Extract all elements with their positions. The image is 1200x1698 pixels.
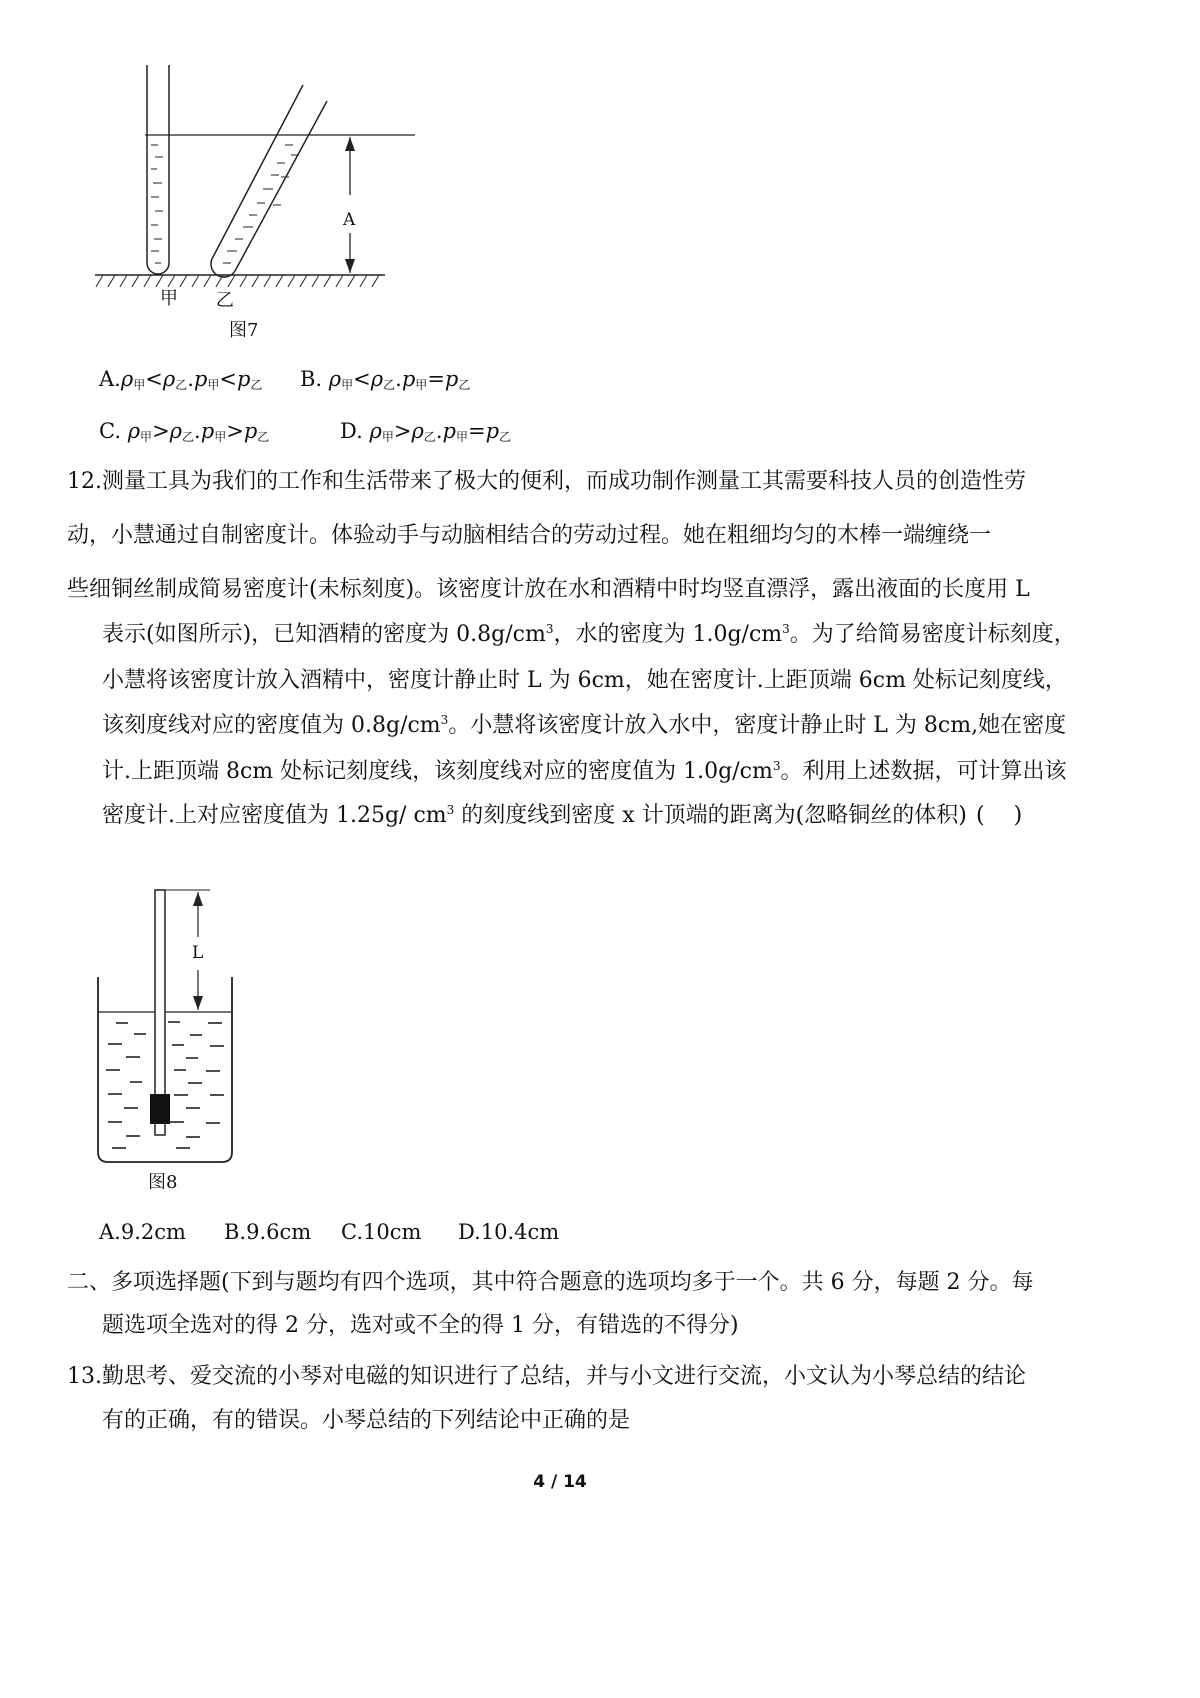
q11-option-c: C. $\rho_甲>\rho_乙.p_甲>p_乙$ bbox=[99, 419, 270, 444]
q12-option-d: D.10.4cm bbox=[458, 1220, 560, 1244]
figure-8-caption: 图8 bbox=[148, 1172, 178, 1193]
q12-answer-bracket: ( ) bbox=[976, 803, 1023, 828]
q12-option-b: B.9.6cm bbox=[224, 1220, 312, 1244]
q12-line-8: 密度计.上对应密度值为 1.25g/ $cm^3$ 的刻度线到密度 x 计顶端的距离为(忽略铜丝的体积) bbox=[102, 803, 967, 828]
q11-option-d: D. $\rho_甲>\rho_乙.p_甲=p_乙$ bbox=[340, 419, 512, 444]
q12-option-a: A.9.2cm bbox=[99, 1220, 186, 1244]
q12-line-6: 该刻度线对应的密度值为 $0.8g/cm^3$。小慧将该密度计放入水中，密度计静止时 L 为 8cm,她在密度 bbox=[102, 713, 1067, 738]
q12-line-2: 动，小慧通过自制密度计。体验动手与动脑相结合的劳动过程。她在粗细均匀的木棒一端缠绕一 bbox=[67, 523, 992, 548]
page-number: 4 / 14 bbox=[533, 1472, 587, 1492]
q12-line-4: 表示(如图所示)，已知酒精的密度为 $0.8g/cm^3$，水的密度为 $1.0g/cm^3$。为了给简易密度计标刻度， bbox=[102, 622, 1076, 647]
q12-line-5: 小慧将该密度计放入酒精中，密度计静止时 L 为 6cm，她在密度计.上距顶端 6cm 处标记刻度线， bbox=[102, 668, 1067, 693]
figure-7-caption: 图7 bbox=[229, 320, 259, 341]
option-letter: D. bbox=[340, 419, 363, 443]
figure-8-label-l: L bbox=[192, 943, 204, 963]
q12-line-1: 12.测量工具为我们的工作和生活带来了极大的便利，而成功制作测量工其需要科技人员的创造性劳 bbox=[67, 469, 1026, 494]
option-letter: A. bbox=[99, 367, 121, 391]
figure-7-label-jia: 甲 bbox=[160, 288, 178, 309]
q12-line-3: 些细铜丝制成简易密度计(未标刻度)。该密度计放在水和酒精中时均竖直漂浮，露出液面的长度用 L bbox=[67, 577, 1030, 602]
q13-line-1: 13.勤思考、爱交流的小琴对电磁的知识进行了总结，并与小文进行交流，小文认为小琴总结的结论 bbox=[67, 1364, 1026, 1389]
q11-option-a: $A.\rho_甲<\rho_乙.p_甲<p_乙$ bbox=[99, 367, 263, 392]
q13-line-2: 有的正确，有的错误。小琴总结的下列结论中正确的是 bbox=[102, 1408, 631, 1433]
option-letter: B. bbox=[300, 367, 323, 391]
q12-option-c: C.10cm bbox=[341, 1220, 422, 1244]
figure-7-diagram bbox=[95, 65, 425, 340]
option-letter: C. bbox=[99, 419, 121, 443]
figure-7-label-a: A bbox=[343, 210, 356, 230]
q12-line-7: 计.上距顶端 8cm 处标记刻度线，该刻度线对应的密度值为 $1.0g/cm^3$。利用上述数据，可计算出该 bbox=[102, 759, 1067, 784]
section-2-heading-line-2: 题选项全选对的得 2 分，选对或不全的得 1 分，有错选的不得分) bbox=[102, 1313, 739, 1338]
figure-8-diagram bbox=[90, 882, 250, 1172]
figure-7-label-yi: 乙 bbox=[216, 290, 234, 311]
q11-option-b: B. $\rho_甲<\rho_乙.p_甲=p_乙$ bbox=[300, 367, 471, 392]
section-2-heading-line-1: 二、多项选择题(下到与题均有四个选项，其中符合题意的选项均多于一个。共 6 分，每题 2 分。每 bbox=[67, 1270, 1034, 1295]
